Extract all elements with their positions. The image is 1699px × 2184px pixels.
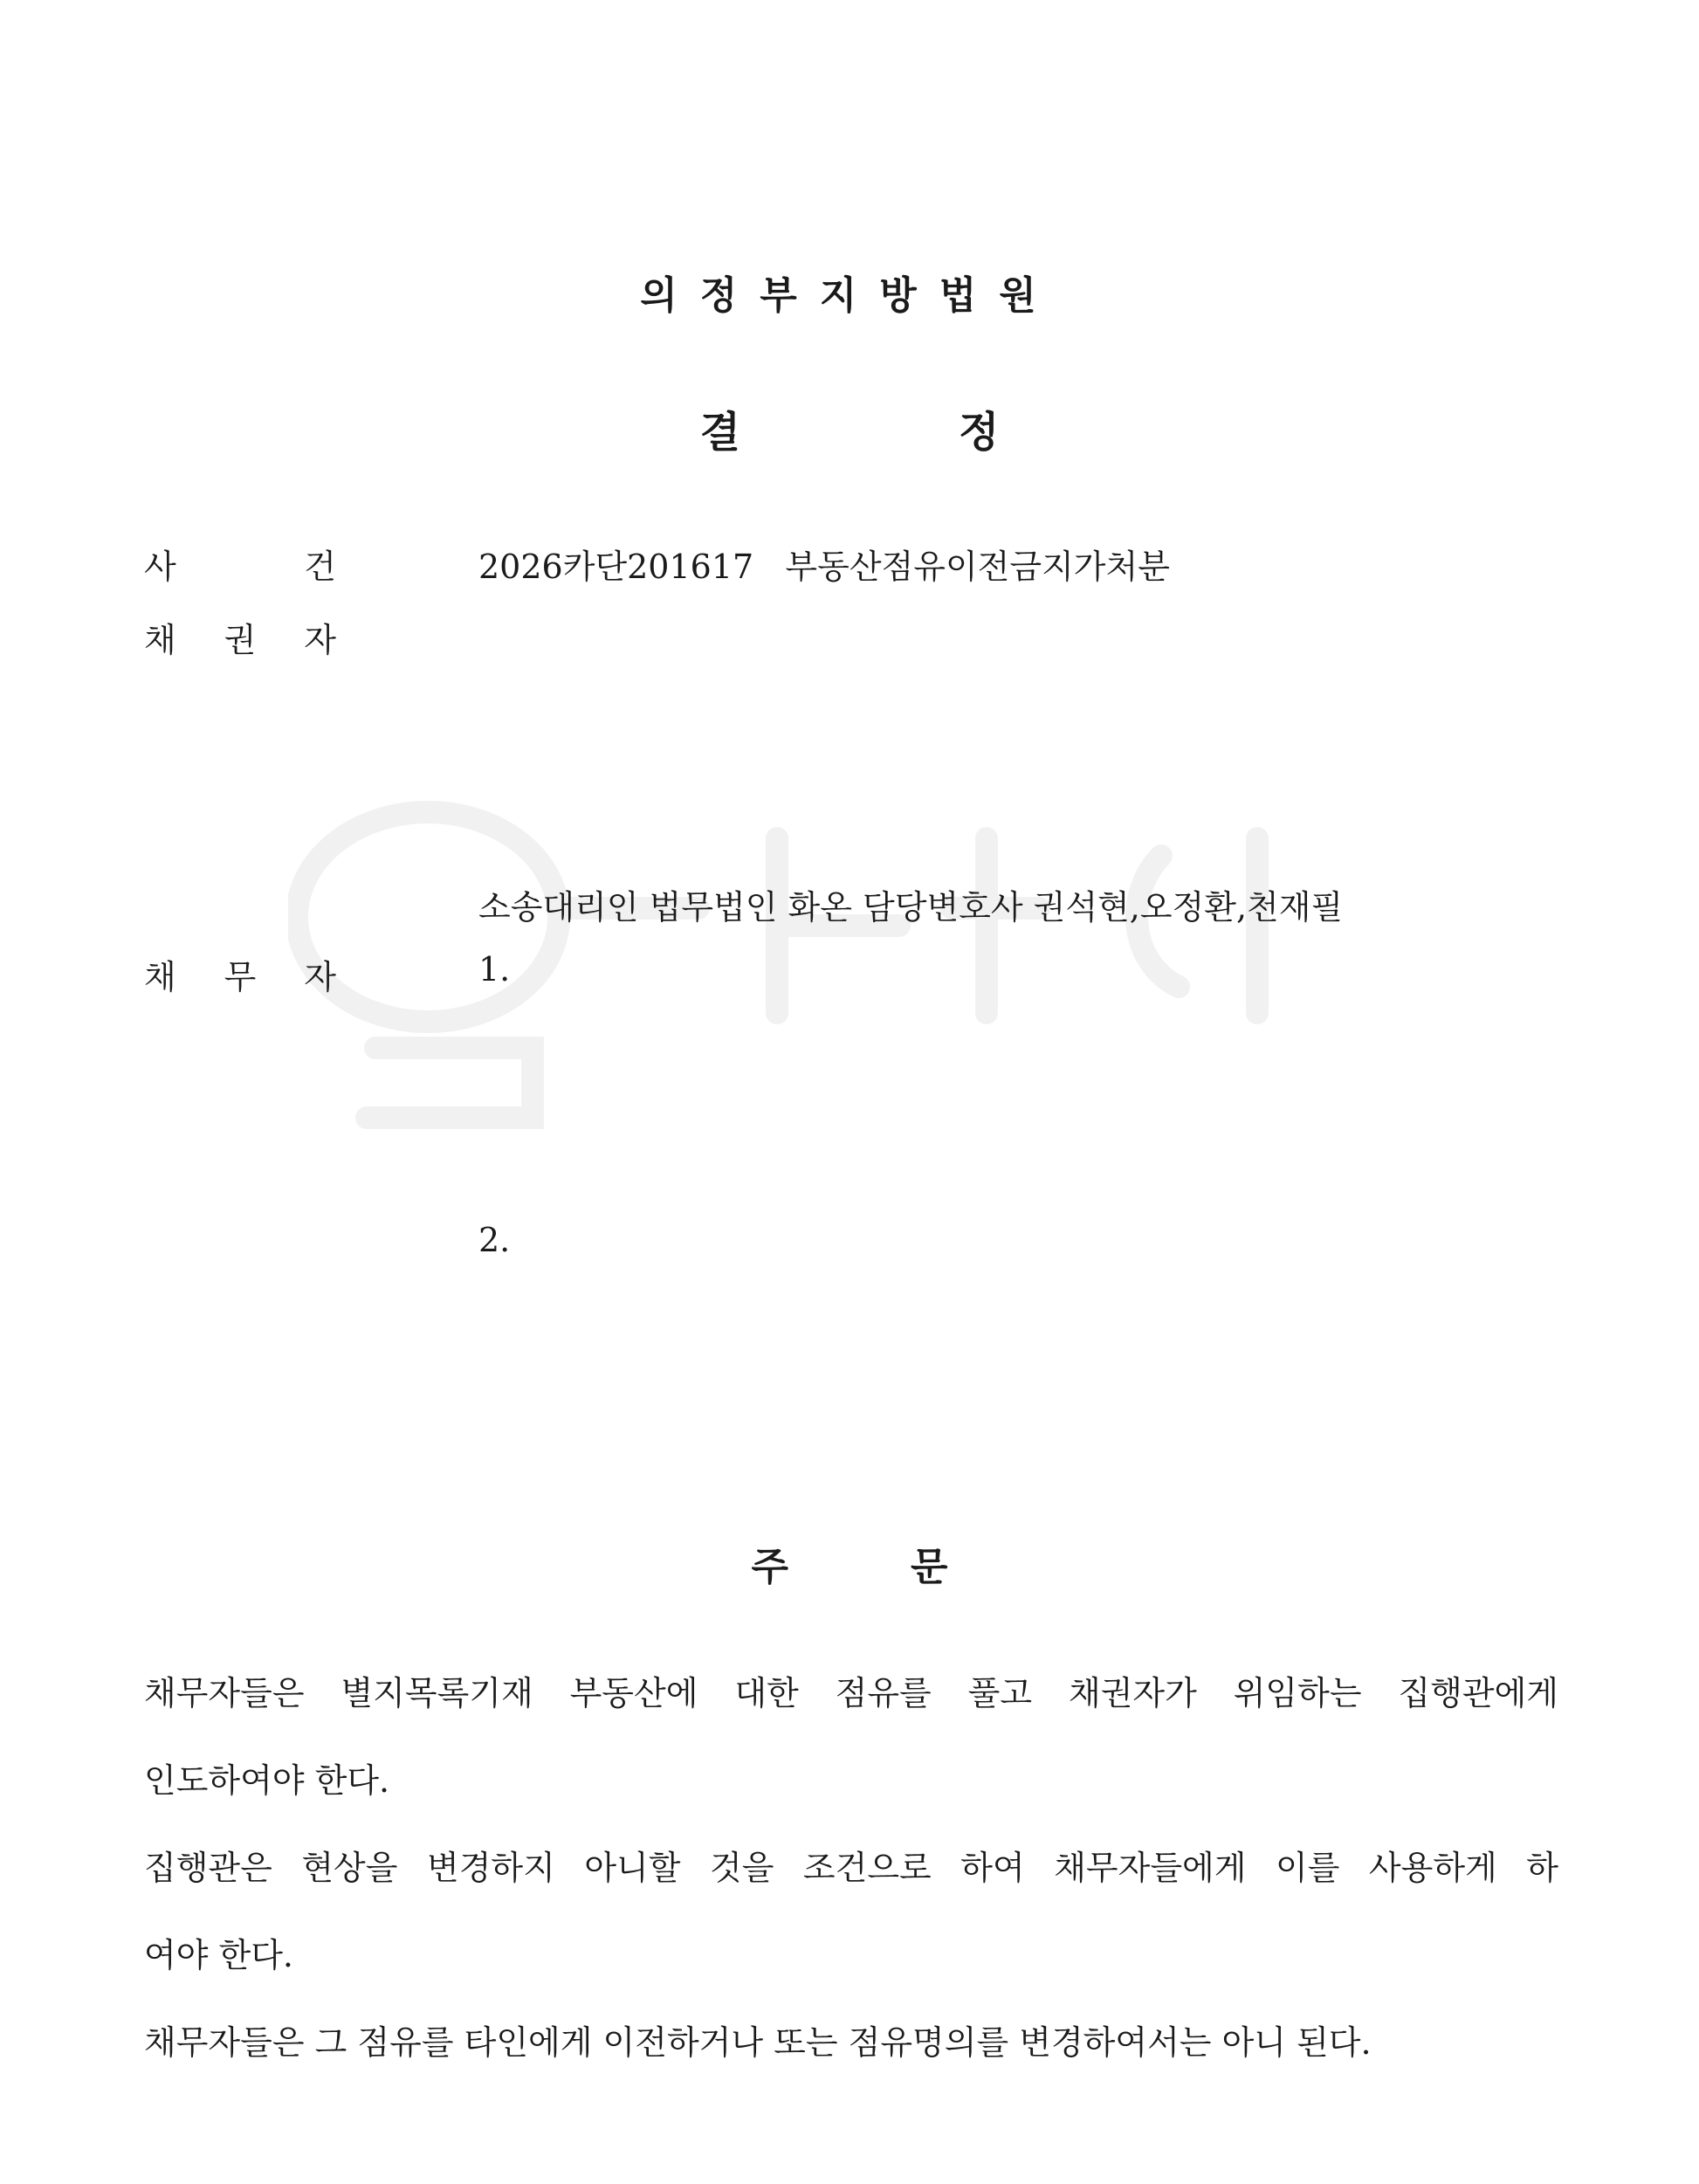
- debtor-1: 1.: [478, 950, 511, 989]
- order-title-right: 문: [911, 1545, 948, 1589]
- case-value: 2026카단201617 부동산점유이전금지가처분: [478, 548, 1170, 586]
- order-line-2: 인도하여야 한다.: [144, 1761, 390, 1800]
- document-title-right: 정: [959, 408, 1000, 457]
- document-title-left: 결: [699, 408, 740, 457]
- order-line-5: 채무자들은 그 점유를 타인에게 이전하거나 또는 점유명의를 변경하여서는 아니 된다.: [144, 2023, 1372, 2062]
- order-title: [0, 1535, 1699, 1591]
- debtor-2: 2.: [478, 1221, 511, 1259]
- attorney-line: 소송대리인 법무법인 화온 담당변호사 권석현,오정환,천재필: [478, 888, 1344, 927]
- court-name: 의정부지방법원: [640, 273, 1059, 318]
- creditor-label: 채 권 자: [144, 621, 336, 659]
- document-title: [0, 398, 1699, 458]
- case-label: 사 건: [144, 548, 336, 586]
- order-title-left: 주: [751, 1545, 788, 1589]
- debtor-label: 채 무 자: [144, 958, 336, 996]
- order-line-4: 여야 한다.: [144, 1936, 293, 1974]
- watermark-logo: [288, 786, 1336, 1153]
- order-line-3: 집행관은 현상을 변경하지 아니할 것을 조건으로 하여 채무자들에게 이를 사용하게 하: [144, 1849, 1558, 1887]
- order-line-1: 채무자들은 별지목록기재 부동산에 대한 점유를 풀고 채권자가 위임하는 집행관에게: [144, 1674, 1558, 1712]
